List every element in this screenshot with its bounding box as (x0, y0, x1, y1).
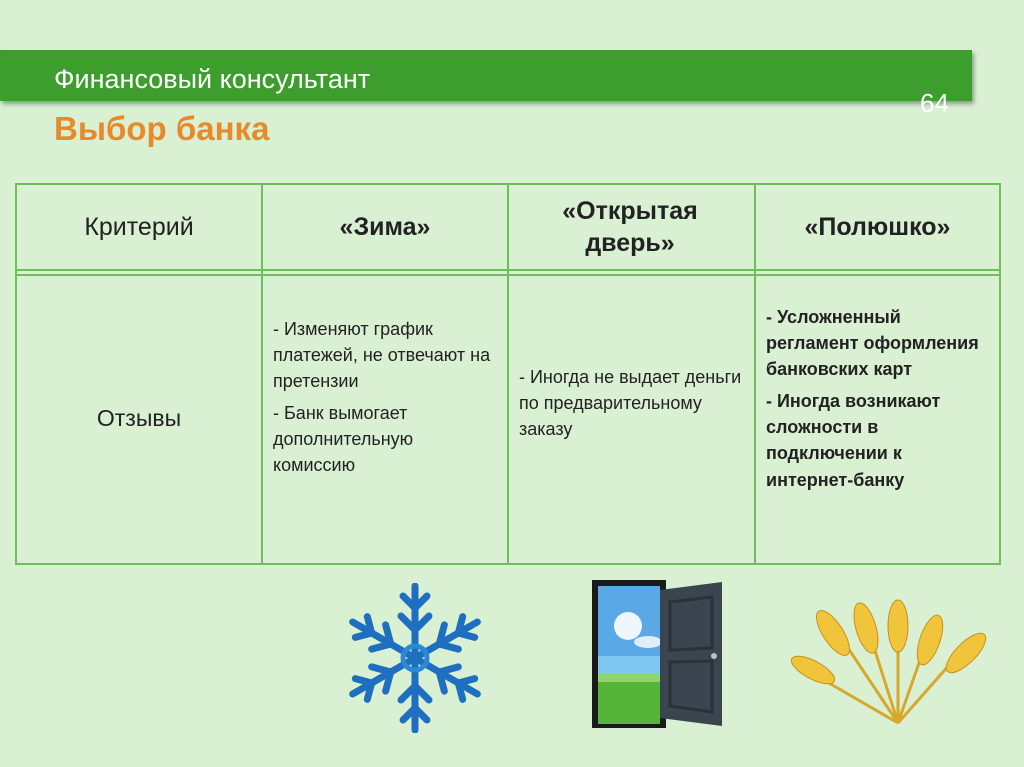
polyushko-cell (756, 304, 999, 499)
column-header-open-door: «Открытая дверь» (562, 196, 698, 257)
column-header-polyushko: «Полюшко» (804, 212, 951, 241)
criterion-cell: Отзывы (96, 405, 182, 431)
zima-item: - Изменяют график платежей, не отвечают на претензии (273, 319, 491, 392)
polyushko-item: - Усложненный регламент оформления банковских карт (766, 307, 979, 380)
open-door-icon (590, 578, 730, 730)
open-door-cell (509, 364, 754, 448)
polyushko-item: - Иногда возникают сложности в подключении к интернет-банку (766, 391, 941, 490)
wheat-icon (788, 598, 998, 728)
snowflake-icon (320, 583, 510, 733)
column-header-criterion: Критерий (84, 212, 194, 241)
slide-subtitle: Выбор банка (54, 110, 270, 147)
zima-cell (263, 316, 507, 485)
zima-item: - Банк вымогает дополнительную комиссию (273, 403, 414, 476)
open-door-item: - Иногда не выдает деньги по предварительному заказу (519, 367, 742, 440)
comparison-table (15, 183, 1001, 565)
column-header-zima: «Зима» (339, 212, 431, 241)
presentation-title: Финансовый консультант (54, 64, 371, 94)
slide-number: 64 (920, 88, 949, 118)
